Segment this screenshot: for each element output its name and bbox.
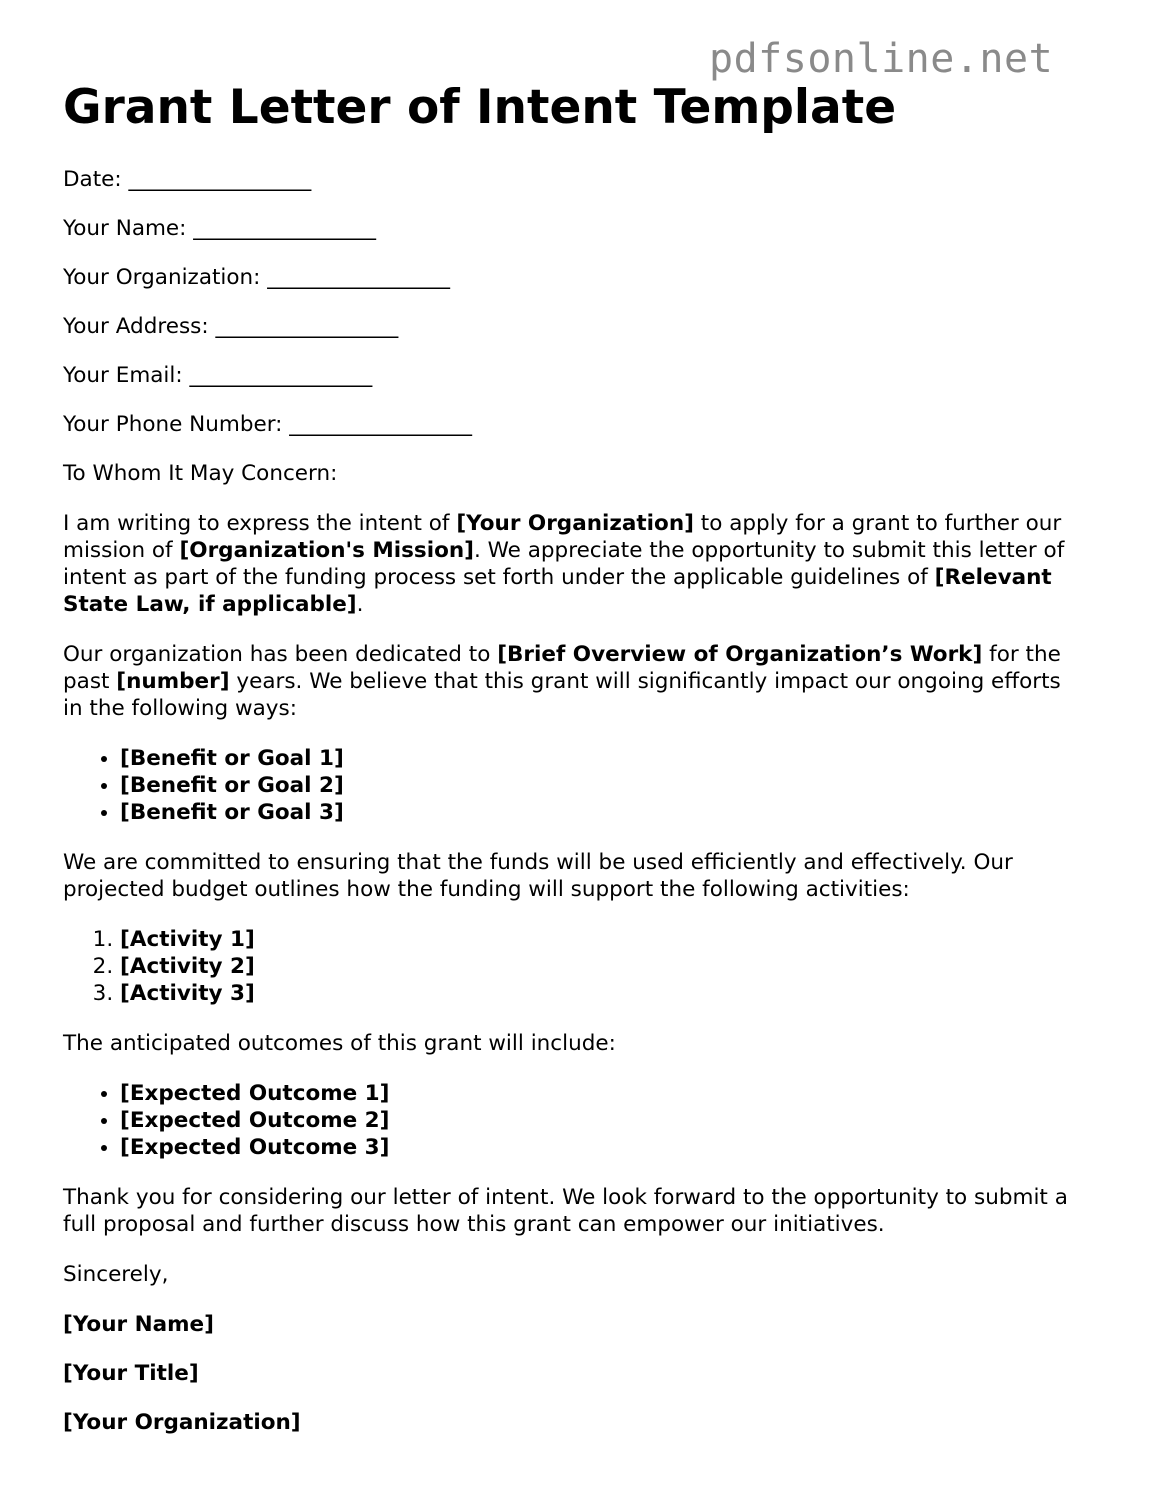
field-label: Date: xyxy=(63,167,122,192)
intro-paragraph: I am writing to express the intent of [Your Organization] to apply for a grant to further our mission of [Organization's Mission]. We appreciate the opportunity to submit this letter of intent as part of the funding process set forth under the applicable guidelines of [Relevant State Law, if applicable]. xyxy=(63,511,1065,617)
placeholder-state-law: [Relevant State Law, if applicable] xyxy=(63,565,1052,617)
list-item: • [Expected Outcome 3] xyxy=(120,1134,1083,1161)
closing-paragraph: Thank you for considering our letter of intent. We look forward to the opportunity to submit a full proposal and further discuss how this grant can empower our initiatives. xyxy=(63,1185,1068,1237)
page-title: Grant Letter of Intent Template xyxy=(63,80,897,135)
field-label: Your Organization: xyxy=(63,265,261,290)
signature-name: [Your Name] xyxy=(63,1312,214,1337)
list-item: • [Benefit or Goal 2] xyxy=(120,772,1083,799)
salutation: To Whom It May Concern: xyxy=(63,461,338,486)
list-item: 2. [Activity 2] xyxy=(120,953,1083,980)
list-item: • [Expected Outcome 1] xyxy=(120,1080,1083,1107)
placeholder-number: [number] xyxy=(116,669,230,694)
field-blank: _________________ xyxy=(289,412,472,437)
list-item: 3. [Activity 3] xyxy=(120,980,1083,1007)
field-blank: _________________ xyxy=(267,265,451,290)
outcomes-list xyxy=(63,1080,1083,1161)
list-item: 1. [Activity 1] xyxy=(120,926,1083,953)
placeholder-work-overview: [Brief Overview of Organization’s Work] xyxy=(497,642,983,667)
list-item: • [Expected Outcome 2] xyxy=(120,1107,1083,1134)
activities-list xyxy=(63,926,1083,1007)
field-your-phone-number xyxy=(63,411,1083,438)
closing-salutation: Sincerely, xyxy=(63,1262,169,1287)
field-your-organization xyxy=(63,264,1083,291)
field-blank: _________________ xyxy=(193,216,376,241)
outcomes-paragraph: The anticipated outcomes of this grant will include: xyxy=(63,1031,616,1056)
benefits-list xyxy=(63,745,1083,826)
list-item: • [Benefit or Goal 3] xyxy=(120,799,1083,826)
field-label: Your Name: xyxy=(63,216,187,241)
letter-document xyxy=(63,78,1083,1458)
field-your-address xyxy=(63,313,1083,340)
overview-paragraph: Our organization has been dedicated to [Brief Overview of Organization’s Work] for the past [number] years. We believe that this grant will significantly impact our ongoing efforts in the following ways: xyxy=(63,642,1061,721)
signature-title: [Your Title] xyxy=(63,1361,199,1386)
watermark-text: pdfsonline.net xyxy=(709,36,1054,82)
field-your-name xyxy=(63,215,1083,242)
field-label: Your Phone Number: xyxy=(63,412,283,437)
signature-organization: [Your Organization] xyxy=(63,1410,301,1435)
field-label: Your Address: xyxy=(63,314,209,339)
field-blank: _________________ xyxy=(215,314,399,339)
budget-paragraph: We are committed to ensuring that the funds will be used efficiently and effectively. Our projected budget outlines how the funding will support the following activities: xyxy=(63,850,1013,902)
field-blank: _________________ xyxy=(189,363,373,388)
signature-block xyxy=(63,1311,1083,1436)
field-your-email xyxy=(63,362,1083,389)
field-blank: _________________ xyxy=(128,167,312,192)
field-date xyxy=(63,166,1083,193)
placeholder-mission: [Organization's Mission] xyxy=(179,538,474,563)
field-label: Your Email: xyxy=(63,363,183,388)
placeholder-organization: [Your Organization] xyxy=(456,511,694,536)
list-item: • [Benefit or Goal 1] xyxy=(120,745,1083,772)
